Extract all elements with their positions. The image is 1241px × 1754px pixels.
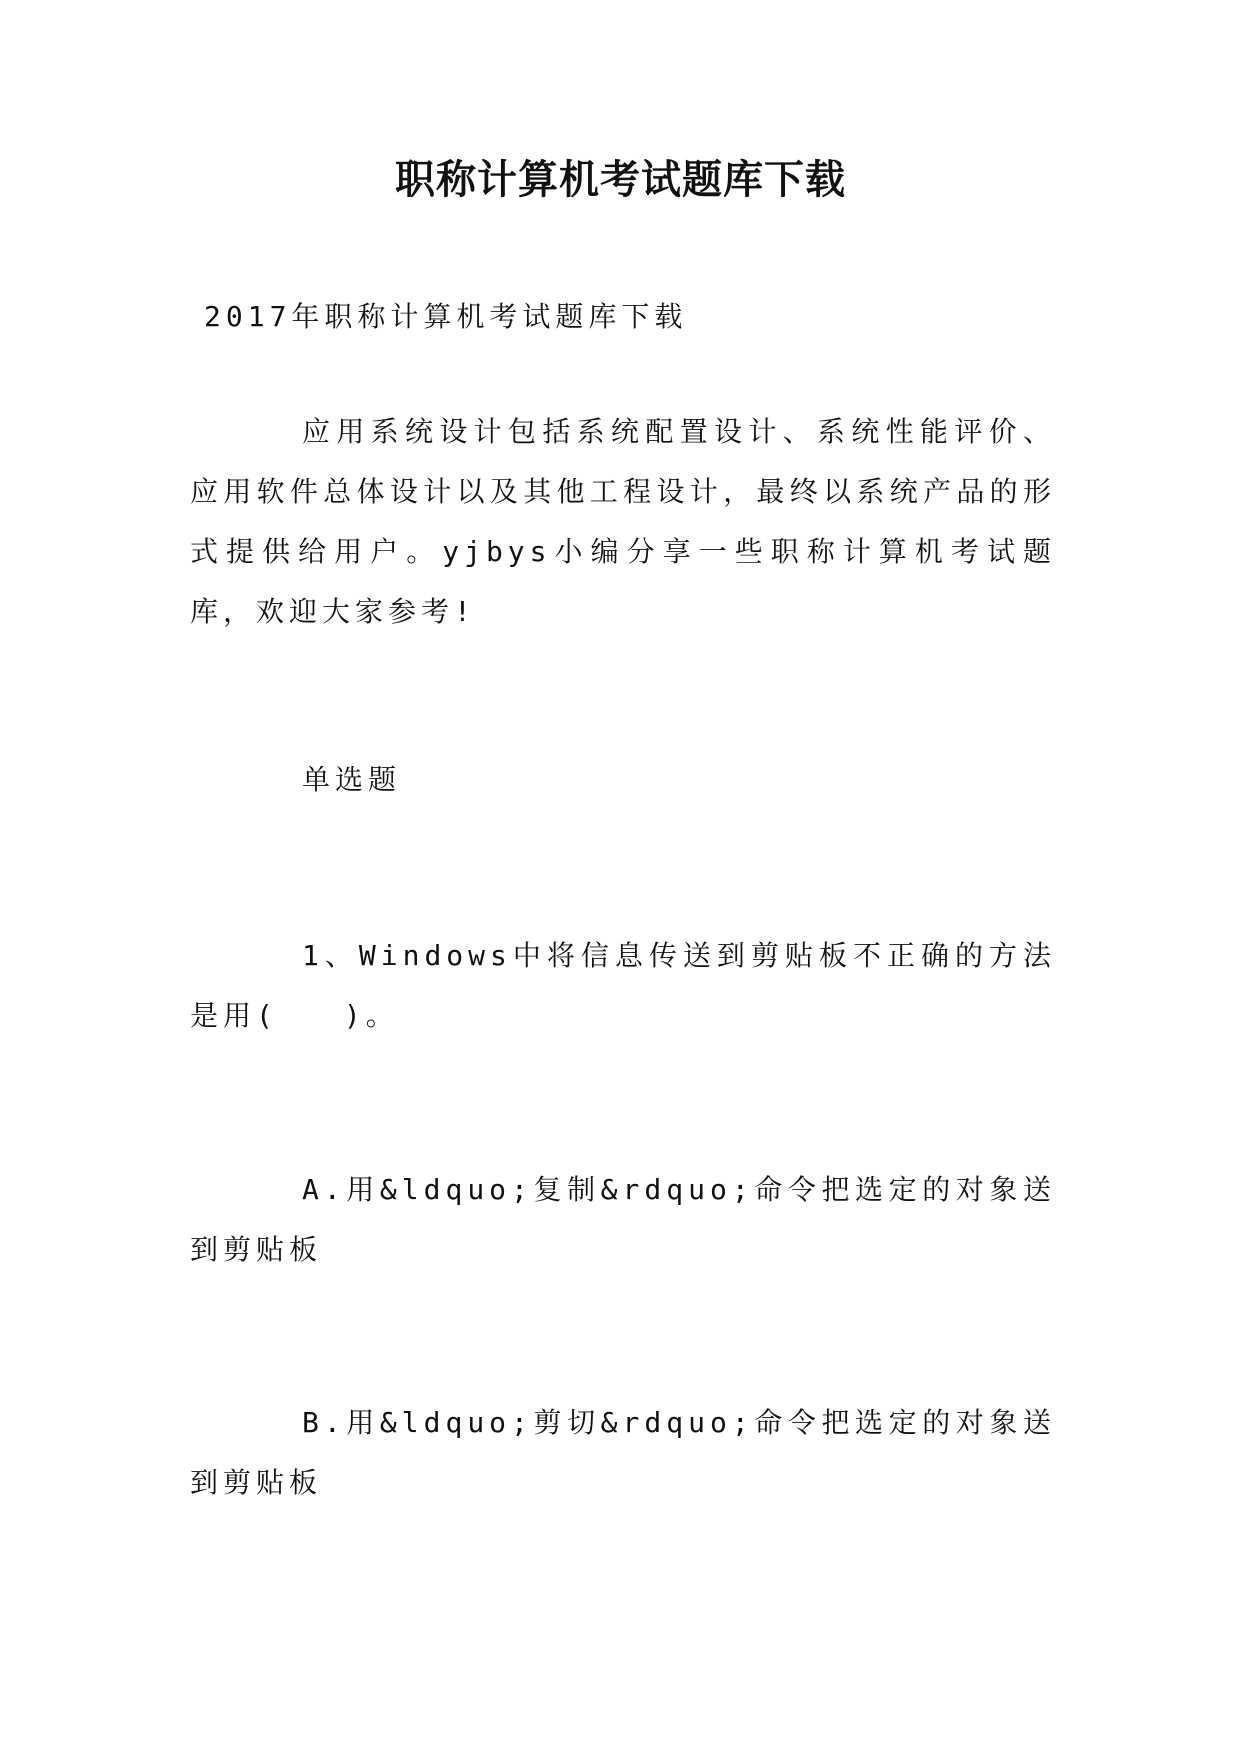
- document-title: 职称计算机考试题库下载: [395, 156, 846, 203]
- intro-paragraph: 应用系统设计包括系统配置设计、系统性能评价、应用软件总体设计以及其他工程设计，最终以系统产品的形式提供给用户。yjbys小编分享一些职称计算机考试题库，欢迎大家参考!: [190, 415, 1056, 628]
- question-1: 1、Windows中将信息传送到剪贴板不正确的方法是用( )。: [190, 939, 1056, 1032]
- option-b: B.用&ldquo;剪切&rdquo;命令把选定的对象送到剪贴板: [190, 1406, 1056, 1499]
- option-a: A.用&ldquo;复制&rdquo;命令把选定的对象送到剪贴板: [190, 1173, 1056, 1266]
- document-subtitle: 2017年职称计算机考试题库下载: [204, 300, 688, 333]
- section-heading: 单选题: [302, 763, 402, 796]
